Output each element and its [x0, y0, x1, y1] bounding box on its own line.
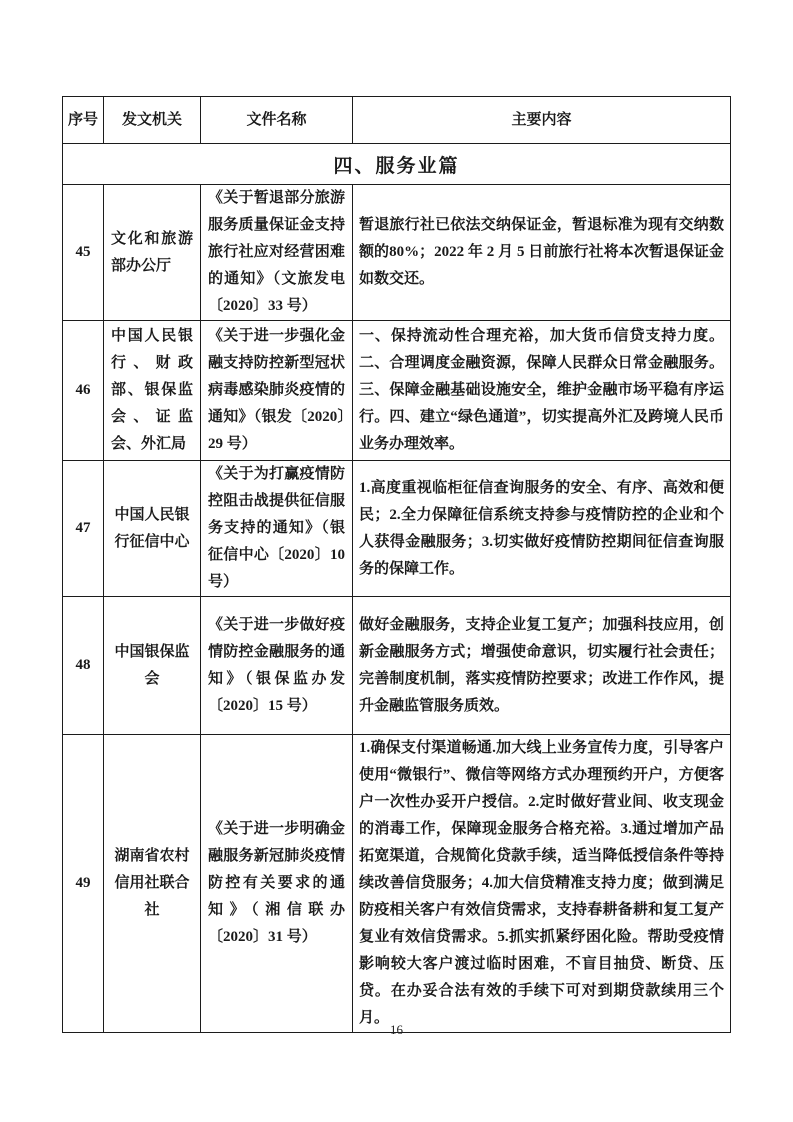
agency-cell: 中国银保监会 — [104, 597, 201, 735]
agency-cell: 湖南省农村信用社联合社 — [104, 735, 201, 1033]
main-content-cell: 1.确保支付渠道畅通.加大线上业务宣传力度，引导客户使用“微银行”、微信等网络方式办理预约开户，方便客户一次性办妥开户授信。2.定时做好营业间、收支现金的消毒工作，保障现金服务合格充裕。3.通过增加产品拓宽渠道，合规简化贷款手续，适当降低授信条件等持续改善信贷服务；4.加大信贷精准支持力度；做到满足防疫相关客户有效信贷需求，支持春耕备耕和复工复产复业有效信贷需求。5.抓实抓紧纾困化险。帮助受疫情影响较大客户渡过临时困难，不盲目抽贷、断贷、压贷。在办妥合法有效的手续下可对到期贷款续用三个月。 — [353, 735, 731, 1033]
document-title-cell: 《关于进一步明确金融服务新冠肺炎疫情防控有关要求的通知》（湘信联办〔2020〕31 号） — [201, 735, 353, 1033]
document-title-cell: 《关于暂退部分旅游服务质量保证金支持旅行社应对经营困难的通知》（文旅发电〔2020〕33 号） — [201, 185, 353, 321]
main-content-cell: 一、保持流动性合理充裕，加大货币信贷支持力度。二、合理调度金融资源，保障人民群众日常金融服务。三、保障金融基础设施安全，维护金融市场平稳有序运行。四、建立“绿色通道”，切实提高外汇及跨境人民币业务办理效率。 — [353, 321, 731, 461]
main-content-cell: 做好金融服务，支持企业复工复产；加强科技应用，创新金融服务方式；增强使命意识，切实履行社会责任；完善制度机制，落实疫情防控要求；改进工作作风，提升金融监管服务质效。 — [353, 597, 731, 735]
agency-cell: 文化和旅游部办公厅 — [104, 185, 201, 321]
page-number: 16 — [390, 1022, 403, 1037]
table-row — [63, 597, 731, 735]
document-title-cell: 《关于进一步强化金融支持防控新型冠状病毒感染肺炎疫情的通知》（银发〔2020〕29 号） — [201, 321, 353, 461]
section-title: 四、服务业篇 — [63, 144, 731, 185]
table-row — [63, 185, 731, 321]
agency-cell: 中国人民银行征信中心 — [104, 461, 201, 597]
row-number: 47 — [63, 461, 104, 597]
policy-table — [62, 96, 731, 1033]
section-row — [63, 144, 731, 185]
header-col-agency: 发文机关 — [104, 97, 201, 144]
row-number: 49 — [63, 735, 104, 1033]
agency-cell: 中国人民银行、财政部、银保监会、证监会、外汇局 — [104, 321, 201, 461]
main-content-cell: 暂退旅行社已依法交纳保证金，暂退标准为现有交纳数额的80%；2022 年 2 月 5 日前旅行社将本次暂退保证金如数交还。 — [353, 185, 731, 321]
header-col-document: 文件名称 — [201, 97, 353, 144]
row-number: 46 — [63, 321, 104, 461]
table-row — [63, 461, 731, 597]
document-title-cell: 《关于进一步做好疫情防控金融服务的通知》（银保监办发〔2020〕15 号） — [201, 597, 353, 735]
table-row — [63, 321, 731, 461]
row-number: 45 — [63, 185, 104, 321]
table-header-row — [63, 97, 731, 144]
header-col-content: 主要内容 — [353, 97, 731, 144]
table-row — [63, 735, 731, 1033]
main-content-cell: 1.高度重视临柜征信查询服务的安全、有序、高效和便民；2.全力保障征信系统支持参与疫情防控的企业和个人获得金融服务；3.切实做好疫情防控期间征信查询服务的保障工作。 — [353, 461, 731, 597]
document-title-cell: 《关于为打赢疫情防控阻击战提供征信服务支持的通知》（银征信中心〔2020〕10 号） — [201, 461, 353, 597]
header-col-no: 序号 — [63, 97, 104, 144]
row-number: 48 — [63, 597, 104, 735]
